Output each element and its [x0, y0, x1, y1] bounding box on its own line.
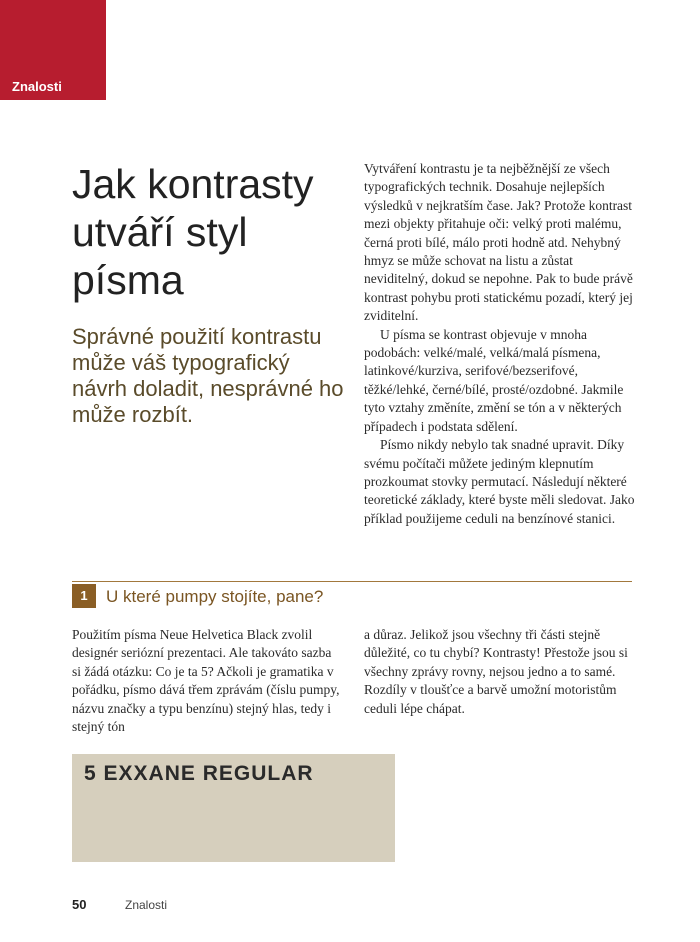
article-subtitle: Správné použití kontrastu může váš typografický návrh doladit, nesprávné ho může rozbít.: [72, 324, 344, 427]
section-body-left: Použitím písma Neue Helvetica Black zvolil designér seriózní prezentaci. Ale takováto sazba si žádá otázku: Co je ta 5? Ačkoli je gramatika v pořádku, písmo dává třem zprávám (číslu pumpy, názvu značky a typu benzínu) stejný hlas, tedy i stejný tón: [72, 627, 340, 735]
page-number: 50: [72, 897, 87, 912]
sign-text: 5 EXXANE REGULAR: [84, 762, 314, 785]
section-heading: U které pumpy stojíte, pane?: [106, 587, 324, 606]
intro-paragraph-3: Písmo nikdy nebylo tak snadné upravit. Díky svému počítači můžete jediným klepnutím prozkoumat stovky permutací. Následují některé teoretické základy, které byste měli sledovat. Jako příklad použijeme ceduli na benzínové stanici.: [364, 437, 635, 526]
section-divider: [72, 581, 632, 582]
section-tab: [0, 0, 106, 100]
section-body-right: a důraz. Jelikož jsou všechny tři části stejně důležité, co tu chybí? Kontrasty! Přestože jsou si všechny zprávy rovny, nejsou jedno a to samé. Rozdíly v tloušťce a barvě umožní motoristům ceduli lépe chápat.: [364, 627, 628, 716]
article-title: Jak kontrasty utváří styl písma: [72, 161, 314, 303]
section-tab-label: Znalosti: [12, 79, 62, 94]
section-number-badge: 1: [72, 584, 96, 608]
intro-text: [364, 160, 636, 528]
footer-section-label: Znalosti: [125, 898, 168, 912]
intro-paragraph-1: Vytváření kontrastu je ta nejběžnější ze všech typografických technik. Dosahuje nejlepších výsledků v nejkratším čase. Jak? Protože kontrast mezi objekty přitahuje oči: velký proti malému, černá proti bílé, málo proti hodně atd. Nehybný hmyz se může schovat na listu a zůstat neviditelný, dokud se nepohne. Pak to bude právě kontrast pohybu proti statickému pozadí, který jej zviditelní.: [364, 161, 633, 324]
intro-paragraph-2: U písma se kontrast objevuje v mnoha podobách: velké/malé, velká/malá písmena, latinkové/kurziva, serifové/bezserifové, těžké/lehké, černé/bílé, prosté/ozdobné. Jakmile tyto vztahy změníte, změní se tón a v některých případech i podstata sdělení.: [364, 326, 624, 434]
gas-station-sign-figure: [72, 754, 395, 862]
